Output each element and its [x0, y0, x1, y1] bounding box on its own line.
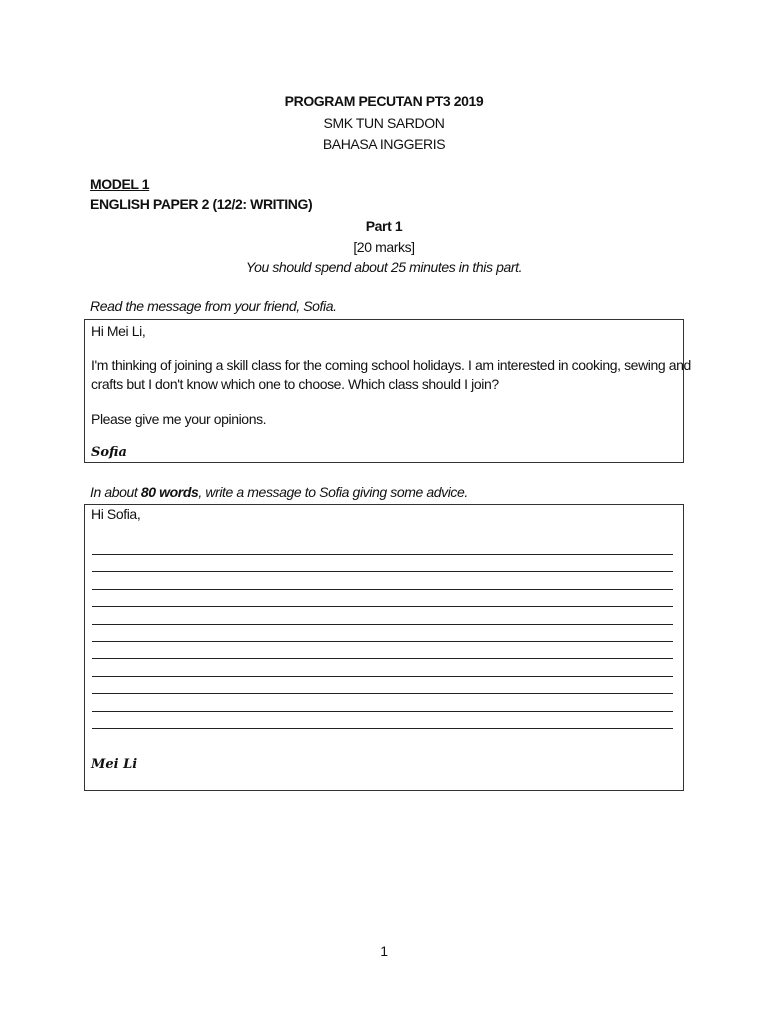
instruction-write: [90, 484, 468, 500]
writing-line[interactable]: [92, 676, 673, 677]
word-count: 80 words: [140, 484, 199, 500]
subject-name: BAHASA INGGERIS: [322, 136, 446, 152]
time-note: You should spend about 25 minutes in this part.: [245, 259, 523, 275]
part-title: Part 1: [365, 218, 403, 234]
message-signature: Sofia: [91, 445, 127, 460]
writing-line[interactable]: [92, 641, 673, 642]
writing-line[interactable]: [92, 624, 673, 625]
message-greeting: Hi Mei Li,: [91, 323, 146, 339]
paper-heading: ENGLISH PAPER 2 (12/2: WRITING): [90, 196, 313, 212]
page-number: 1: [380, 943, 388, 959]
writing-line[interactable]: [92, 728, 673, 729]
message-closing: Please give me your opinions.: [91, 411, 267, 427]
writing-line[interactable]: [92, 589, 673, 590]
reply-signature: Mei Li: [91, 757, 138, 772]
school-name: SMK TUN SARDON: [323, 115, 445, 131]
message-body-line: I'm thinking of joining a skill class for the coming school holidays. I am interested in cooking, sewing and: [91, 357, 691, 373]
friend-message-box: [84, 319, 691, 463]
document-title: PROGRAM PECUTAN PT3 2019: [284, 93, 484, 109]
instruction-prefix: In about: [90, 484, 141, 500]
part-marks: [20 marks]: [353, 239, 415, 255]
writing-line[interactable]: [92, 711, 673, 712]
writing-line[interactable]: [92, 658, 673, 659]
message-body-line: crafts but I don't know which one to choose. Which class should I join?: [91, 376, 499, 392]
instruction-suffix: , write a message to Sofia giving some advice.: [198, 484, 468, 500]
writing-line[interactable]: [92, 606, 673, 607]
writing-line[interactable]: [92, 693, 673, 694]
writing-line[interactable]: [92, 571, 673, 572]
writing-line[interactable]: [92, 554, 673, 555]
instruction-read: Read the message from your friend, Sofia.: [90, 298, 337, 314]
reply-box: [84, 504, 684, 791]
model-heading: MODEL 1: [90, 176, 150, 192]
reply-greeting: Hi Sofia,: [91, 506, 141, 522]
